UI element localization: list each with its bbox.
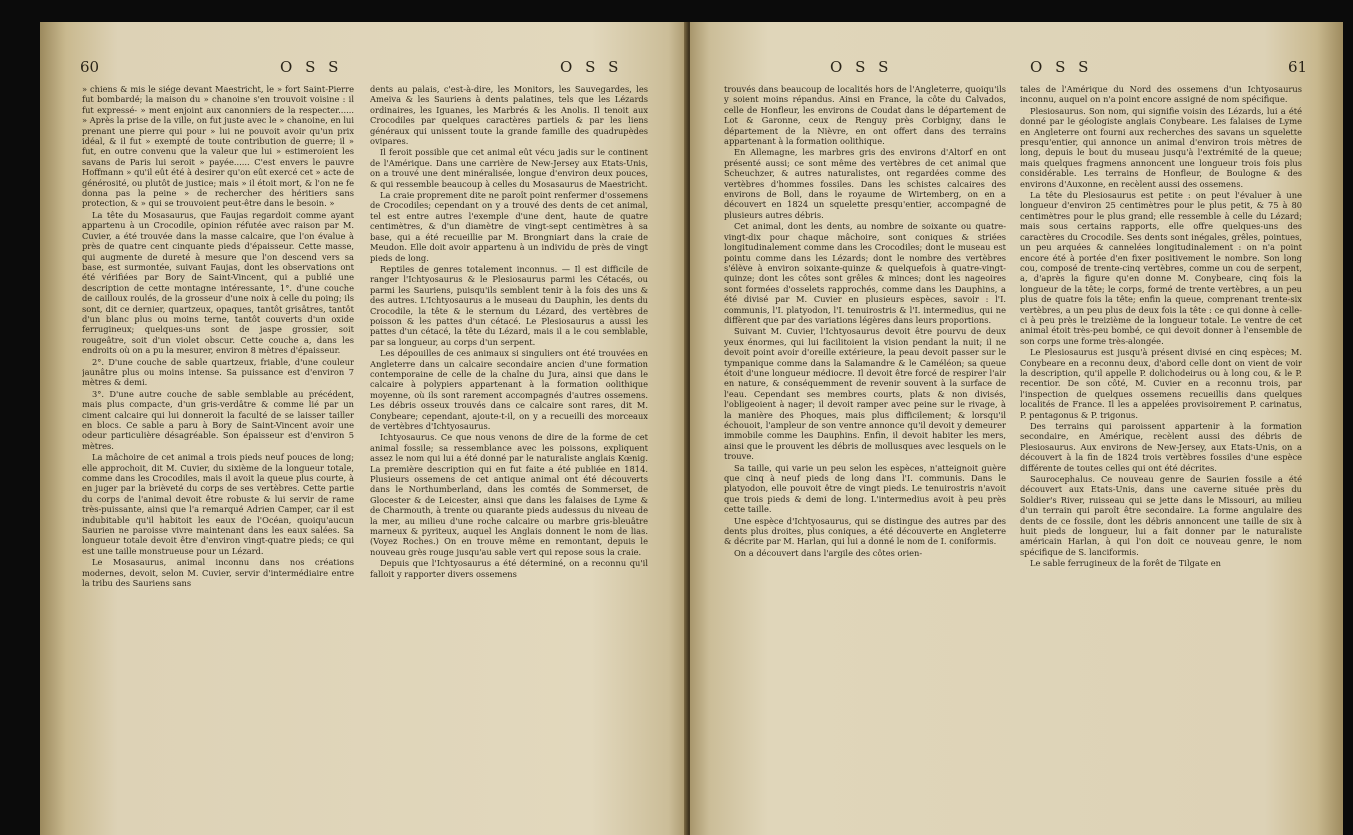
paragraph: La mâchoire de cet animal a trois pieds neuf pouces de long; elle approchoit, dit M. Cuvier, du sixième de la longueur totale, comme dans les Crocodiles, mais il avoit la queue plus courte, à en juger par la brièveté du corps de ses vertèbres. Cette partie du corps de l'animal devoit être robuste & lui servir de rame très-puissante, ainsi que l'a remarqué Adrien Camper, car il est indubitable qu'il habitoit les eaux de l'Océan, quoiqu'aucun Saurien ne paroisse vivre maintenant dans les eaux salées. Sa longueur totale devoit être d'environ vingt-quatre pieds; ce qui est une taille monstrueuse pour un Lézard. xyxy=(82,452,354,556)
paragraph: 2°. D'une couche de sable quartzeux, friable, d'une couleur jaunâtre plus ou moins intense. Sa puissance est d'environ 7 mètres & demi. xyxy=(82,356,354,388)
left-page-header xyxy=(40,58,688,78)
paragraph: Les dépouilles de ces animaux si singuliers ont été trouvées en Angleterre dans un calcaire secondaire ancien d'une formation contemporaine de celle de la chaîne du Jura, ainsi que dans le calcaire à polypiers appartenant à la formation oolithique moyenne, où ils sont rarement accompagnés d'autres ossemens. Les débris osseux trouvés dans ce calcaire sont rares, dit M. Conybeare; cependant, ajoute-t-il, on y a recueilli des morceaux de vertèbres d'Ichtyosaurus. xyxy=(370,348,648,431)
right-column-2 xyxy=(1020,84,1302,825)
left-column-1 xyxy=(82,84,354,825)
paragraph: Suivant M. Cuvier, l'Ichtyosaurus devoit être pourvu de deux yeux énormes, qui lui facilitoient la vision pendant la nuit; il ne devoit point avoir d'oreille extérieure, la peau devoit passer sur le tympanique comme dans la Salamandre & le Caméléon; sa queue étoit d'une longueur médiocre. Il devoit être forcé de respirer l'air en nature, & conséquemment de revenir souvent à la surface de l'eau. Cependant ses membres courts, plats & non divisés, l'obligeoient à nager; il devoit ramper avec peine sur le rivage, à la manière des Phoques, mais plus difficilement; & lorsqu'il échouoit, l'ampleur de son ventre annonce qu'il devoit y demeurer immobile comme les Dauphins. Enfin, il devoit habiter les mers, ainsi que le prouvent les débris de mollusques avec lesquels on le trouve. xyxy=(724,326,1006,462)
paragraph: La tête du Plesiosaurus est petite : on peut l'évaluer à une longueur d'environ 25 centimètres pour le plus petit, & 75 à 80 centimètres pour le plus grand; elle ressemble à celle du Lézard; mais sous certains rapports, elle offre quelques-uns des caractères du Crocodile. Ses dents sont inégales, grêles, pointues, un peu arquées & cannelées longitudinalement : on n'a point encore été à portée d'en fixer positivement le nombre. Son long cou, composé de trente-cinq vertèbres, comme un cou de serpent, a, d'après la figure qu'en donne M. Conybeare, cinq fois la longueur de la tête; le corps, formé de trente vertèbres, a un peu plus de quatre fois la tête; enfin la queue, comprenant trente-six vertèbres, a un peu plus de deux fois la tête : ce qui donne à celle-ci à peu près le treizième de la longueur totale. Le ventre de cet animal étoit très-peu bombé, ce qui devoit donner à l'ensemble de son corps une forme très-alongée. xyxy=(1020,190,1302,346)
paragraph: 3°. D'une autre couche de sable semblable au précédent, mais plus compacte, d'un gris-verdâtre & comme lié par un ciment calcaire qui lui donneroit la faculté de se laisser tailler en blocs. Ce sable a paru à Bory de Saint-Vincent avoir une odeur particulière désagréable. Son épaisseur est d'environ 5 mètres. xyxy=(82,388,354,451)
left-page xyxy=(40,22,688,835)
left-column-2 xyxy=(370,84,648,825)
running-title: O S S xyxy=(1030,58,1093,76)
running-title: O S S xyxy=(830,58,893,76)
paragraph: Cet animal, dont les dents, au nombre de soixante ou quatre-vingt-dix pour chaque mâchoire, sont coniques & striées longitudinalement comme dans les Crocodiles; dont le museau est pointu comme dans les Lézards; dont le nombre des vertèbres s'élève à environ soixante-quinze & quelquefois à quatre-vingt-quinze; dont les côtes sont grêles & minces; dont les nageoires sont formées d'osselets rapprochés, comme dans les Dauphins, a été divisé par M. Cuvier en plusieurs espèces, savoir : l'I. communis, l'I. platyodon, l'I. tenuirostris & l'I. intermedius, qui ne diffèrent que par des variations légères dans leurs proportions. xyxy=(724,221,1006,325)
paragraph: En Allemagne, les marbres gris des environs d'Altorf en ont présenté aussi; ce sont même des vertèbres de cet animal que Scheuchzer, & autres naturalistes, ont regardées comme des vertèbres d'hommes fossiles. Dans les schistes calcaires des environs de Boll, dans le royaume de Wirtemberg, on en a découvert en 1824 un squelette presqu'entier, accompagné de plusieurs autres débris. xyxy=(724,147,1006,220)
paragraph: Une espèce d'Ichtyosaurus, qui se distingue des autres par des dents plus droites, plus coniques, a été découverte en Angleterre & décrite par M. Harlan, qui lui a donné le nom de I. coniformis. xyxy=(724,515,1006,547)
paragraph: La craie proprement dite ne paroît point renfermer d'ossemens de Crocodiles; cependant on y a trouvé des dents de cet animal, tel est entre autres l'exemple d'une dent, haute de quatre centimètres, & d'un diamètre de vingt-sept centimètres à sa base, qui a été recueillie par M. Brongniart dans la craie de Meudon. Elle doit avoir appartenu à un individu de près de vingt pieds de long. xyxy=(370,190,648,263)
running-title: O S S xyxy=(560,58,623,76)
paragraph: Le sable ferrugineux de la forêt de Tilgate en xyxy=(1030,558,1222,569)
right-page-header xyxy=(690,58,1343,78)
paragraph: Reptiles de genres totalement inconnus. — Il est difficile de ranger l'Ichtyosaurus & le Plesiosaurus parmi les Cétacés, ou parmi les Sauriens, puisqu'ils semblent tenir à la fois des uns & des autres. L'Ichtyosaurus a le museau du Dauphin, les dents du Crocodile, la tête & le sternum du Lézard, des vertèbres de poisson & les pattes d'un cétacé. Le Plesiosaurus a aussi les pattes d'un cétacé, la tête du Lézard, mais il a le cou semblable, par sa longueur, au corps d'un serpent. xyxy=(370,263,648,347)
right-page xyxy=(690,22,1343,835)
paragraph: » chiens & mis le siége devant Maestricht, le » fort Saint-Pierre fut bombardé; la maison du » chanoine s'en trouvoit voisine : il fut expressé- » ment enjoint aux canonniers de la respecter...... » Après la prise de la ville, on fut juste avec le » chanoine, en lui prenant une pierre qui pour » lui ne pouvoit avoir qu'un prix idéal, & il fut » exempté de toute contribution de guerre; il » fut, en outre convenu que la valeur que lui » estimeroient les savans de Paris lui seroit » payée...... C'est envers le pauvre Hoffmann » qu'il eût été à desirer qu'on eût exercé cet » acte de générosité, ou plutôt de justice; mais » il étoit mort, & l'on ne fe donna pas la peine » de rechercher des héritiers sans protection, & » qui se trouvoient peut-être dans le besoin. » xyxy=(82,84,354,209)
paragraph: Sa taille, qui varie un peu selon les espèces, n'atteignoit guère que cinq à neuf pieds de long dans l'I. communis. Dans le platyodon, elle pouvoit être de vingt pieds. Le tenuirostris n'avoit que trois pieds & demi de long. L'intermedius avoit à peu près cette taille. xyxy=(724,462,1006,515)
paragraph: Il feroit possible que cet animal eût vécu jadis sur le continent de l'Amérique. Dans une carrière de New-Jersey aux Etats-Unis, on a trouvé une dent minéralisée, longue d'environ deux pouces, & qui ressemble beaucoup à celles du Mosasaurus de Maestricht. xyxy=(370,147,648,189)
paragraph: tales de l'Amérique du Nord des ossemens d'un Ichtyosaurus inconnu, auquel on n'a point encore assigné de nom spécifique. xyxy=(1020,84,1302,105)
paragraph: On a découvert dans l'argile des côtes orien- xyxy=(734,547,923,558)
paragraph: La tête du Mosasaurus, que Faujas regardoit comme ayant appartenu à un Crocodile, opinion réfutée avec raison par M. Cuvier, a été trouvée dans la masse calcaire, que l'on évalue à près de quatre cent cinquante pieds d'épaisseur. Cette masse, qui augmente de dureté à mesure que l'on descend vers sa base, est surmontée, suivant Faujas, dont les observations ont été vérifiées par Bory de Saint-Vincent, qui a publié une description de cette montagne intéressante, 1°. d'une couche de cailloux roulés, de la grosseur d'une noix à celle du poing; ils sont, dit ce dernier, quartzeux, opaques, tantôt grisâtres, tantôt d'un blanc plus ou moins terne, tantôt couverts d'un oxide ferrugineux; quelques-uns sont de jaspe grossier, soit rougeâtre, soit d'un violet obscur. Cette couche a, dans les endroits où on a pu la mesurer, environ 8 mètres d'épaisseur. xyxy=(82,209,354,356)
paragraph: Depuis que l'Ichtyosaurus a été déterminé, on a reconnu qu'il falloit y rapporter divers ossemens xyxy=(370,558,648,579)
page-number: 61 xyxy=(1288,58,1308,76)
paragraph: Plesiosaurus. Son nom, qui signifie voisin des Lézards, lui a été donné par le géologiste anglais Conybeare. Les falaises de Lyme en Angleterre ont fourni aux recherches des savans un squelette presqu'entier, qui annonce un animal d'environ trois mètres de long, depuis le bout du museau jusqu'à l'extrémité de la queue; mais quelques fragmens annoncent une longueur trois fois plus considérable. Les terrains de Honfleur, de Boulogne & des environs d'Auxonne, en recèlent aussi des ossemens. xyxy=(1020,105,1302,189)
paragraph: Saurocephalus. Ce nouveau genre de Saurien fossile a été découvert aux Etats-Unis, dans une caverne située près du Soldier's River, ruisseau qui se jette dans le Missouri, au milieu d'un terrain qui paroît être secondaire. La forme angulaire des dents de ce fossile, dont les débris annoncent une taille de six à huit pieds de longueur, lui a fait donner par le naturaliste américain Harlan, à qui l'on doit ce nouveau genre, le nom spécifique de S. lanciformis. xyxy=(1020,474,1302,557)
paragraph: Le Mosasaurus, animal inconnu dans nos créations modernes, devoit, selon M. Cuvier, servir d'intermédiaire entre la tribu des Sauriens sans xyxy=(82,557,354,589)
paragraph: Ichtyosaurus. Ce que nous venons de dire de la forme de cet animal fossile; sa ressemblance avec les poissons, expliquent assez le nom qui lui a été donné par le naturaliste anglais Kœnig. La première description qui en fut faite a été publiée en 1814. Plusieurs ossemens de cet antique animal ont été découverts dans le Northumberland, dans les comtés de Sommerset, de Glocester & de Leicester, ainsi que dans les falaises de Lyme & de Charmouth, à trente ou quarante pieds audessus du niveau de la mer, au milieu d'une roche calcaire ou marbre gris-bleuâtre marneux & pyriteux, auquel les Anglais donnent le nom de lias. (Voyez Roches.) On en trouve même en remontant, depuis le nouveau grès rouge jusqu'au sable vert qui repose sous la craie. xyxy=(370,432,648,557)
right-column-1 xyxy=(724,84,1006,825)
paragraph: Le Plesiosaurus est jusqu'à présent divisé en cinq espèces; M. Conybeare en a reconnu deux, d'abord celle dont on vient de voir la description, qu'il appelle P. dolichodeirus ou à long cou, & le P. recentior. De son côté, M. Cuvier en a reconnu trois, par l'inspection de quelques ossemens recueillis dans quelques localités de France. Il les a appelées provisoirement P. carinatus, P. pentagonus & P. trigonus. xyxy=(1020,347,1302,420)
paragraph: trouvés dans beaucoup de localités hors de l'Angleterre, quoiqu'ils y soient moins répandus. Ainsi en France, la côte du Calvados, celle de Honfleur, les environs de Coudat dans le département de Lot & Garonne, ceux de Renguy près Corbigny, dans le département de la Nièvre, en ont offert dans des terrains appartenant à la formation oolithique. xyxy=(724,84,1006,147)
paragraph: Des terrains qui paroissent appartenir à la formation secondaire, en Amérique, recèlent aussi des débris de Plesiosaurus. Aux environs de New-Jersey, aux Etats-Unis, on a découvert à la fin de 1824 trois vertèbres fossiles d'une espèce différente de toutes celles qui ont été décrites. xyxy=(1020,421,1302,473)
paragraph: dents au palais, c'est-à-dire, les Monitors, les Sauvegardes, les Ameiva & les Sauriens à dents palatines, tels que les Lézards ordinaires, les Iguanes, les Marbrés & les Anolis. Il tenoit aux Crocodiles par quelques caractères partiels & par les liens généraux qui unissent toute la grande famille des quadrupèdes ovipares. xyxy=(370,84,648,147)
page-number: 60 xyxy=(80,58,100,76)
running-title: O S S xyxy=(280,58,343,76)
